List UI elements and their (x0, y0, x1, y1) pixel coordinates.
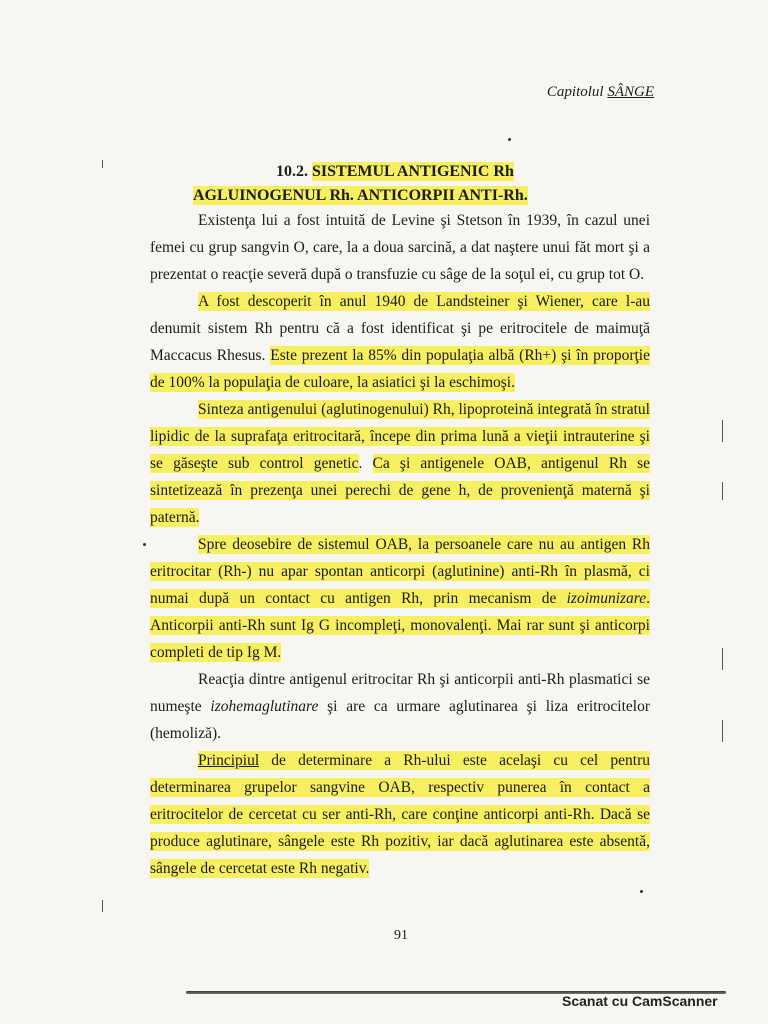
highlighted-text: Ca şi antigenele OAB, antigenul Rh se sintetizează în prezenţa unei perechi de gene h, de provenienţă maternă şi paternă. (150, 455, 651, 526)
paragraph (150, 531, 650, 666)
chapter-header (547, 84, 654, 101)
scan-mark (722, 720, 723, 742)
body-text (150, 207, 650, 882)
paragraph (150, 288, 650, 396)
scan-dot (640, 890, 643, 893)
paragraph-text: . (358, 455, 373, 472)
paragraph (150, 207, 650, 288)
highlighted-text: de determinare a Rh-ului este acelaşi cu cel pentru determinarea grupelor sangvine OAB, respectiv punerea în contact a eritrocitelor de cercetat cu ser anti-Rh, care conţine anticorpi anti-Rh. Dacă se produce aglutinare, sângele este Rh pozitiv, iar dacă aglutinarea este absentă, sângele de cercetat este Rh negativ. (150, 752, 650, 877)
scan-mark (722, 482, 723, 500)
section-subtitle-text: AGLUINOGENUL Rh. ANTICORPII ANTI-Rh. (193, 187, 528, 204)
scan-mark (102, 900, 103, 912)
chapter-prefix: Capitolul (546, 84, 608, 100)
highlighted-text: . Anticorpii anti-Rh sunt Ig G incompleţi, monovalenţi. Mai rar sunt şi anticorpi completi de tip Ig M. (150, 590, 650, 661)
scanner-watermark: Scanat cu CamScanner (562, 993, 718, 1009)
paragraph-text: Reacţia dintre antigenul eritrocitar Rh şi anticorpii anti-Rh plasmatici se numeşte (150, 671, 650, 715)
highlighted-text: Spre deosebire de sistemul OAB, la persoanele care nu au antigen Rh eritrocitar (Rh-) nu apar spontan anticorpi (aglutinine) anti-Rh în plasmă, ci numai după un contact cu antigen Rh, prin mecanism de (150, 536, 650, 607)
page-number: 91 (394, 928, 408, 943)
highlighted-text: Principiul (198, 752, 260, 769)
highlighted-text: Sinteza antigenului (aglutinogenului) Rh, lipoproteină integrată în stratul lipidic de la suprafaţa eritrocitară, începe din prima lună a vieţii intrauterine şi se găseşte sub control genetic (150, 401, 650, 472)
paragraph (150, 666, 650, 747)
paragraph-text: izohemaglutinare (210, 698, 319, 715)
section-title-text: SISTEMUL ANTIGENIC Rh (312, 163, 514, 180)
highlighted-text: Este prezent la 85% din populaţia albă (Rh+) şi în proporţie de 100% la populaţia de culoare, la asiatici şi la eschimoşi. (150, 347, 650, 391)
chapter-name: SÂNGE (607, 84, 654, 100)
section-title-line-2 (193, 182, 528, 210)
scan-dot (143, 543, 146, 546)
scan-mark (722, 648, 723, 670)
paragraph-text: Existenţa lui a fost intuită de Levine şi Stetson în 1939, în cazul unei femei cu grup sangvin O, care, la a doua sarcină, a dat naştere unui făt mort şi a prezentat o reacţie severă după o transfuzie cu sâge de la soţul ei, cu grup tot O. (150, 212, 650, 283)
scan-mark (722, 420, 723, 442)
highlighted-text: A fost descoperit în anul 1940 de Landsteiner şi Wiener, care l-au (198, 293, 650, 310)
scan-dot (508, 138, 511, 141)
paragraph-text: denumit sistem Rh pentru că a fost identificat şi pe eritrocitele de maimuţă Maccacus Rhesus. (150, 320, 650, 364)
scan-mark (102, 160, 103, 168)
paragraph (150, 396, 650, 531)
paragraph-text: şi are ca urmare aglutinarea şi liza eritrocitelor (hemoliză). (150, 698, 651, 742)
paragraph (150, 747, 650, 882)
section-number: 10.2. (276, 163, 312, 180)
highlighted-text: izoimunizare (566, 590, 647, 607)
